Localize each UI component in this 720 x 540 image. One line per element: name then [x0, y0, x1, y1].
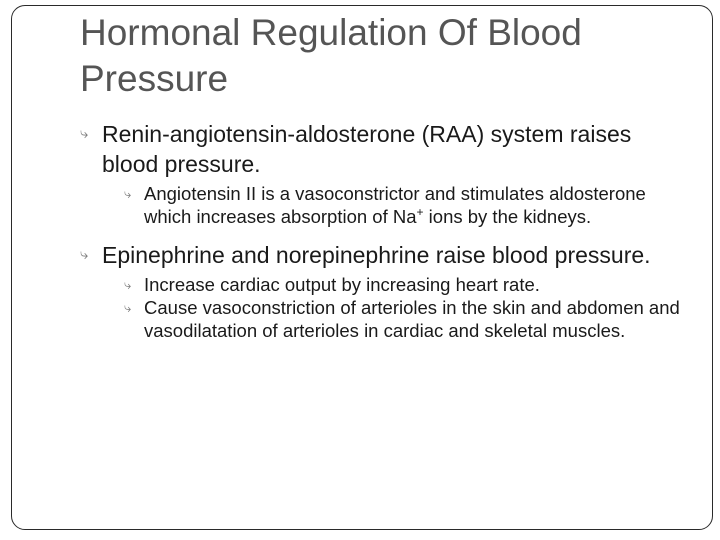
sub-bullet-text: Increase cardiac output by increasing heart rate.: [144, 274, 540, 295]
sub-bullet-item-cardiac-output: [124, 273, 680, 296]
curved-arrow-bullet-icon: ⤷: [124, 300, 132, 315]
sub-bullet-item-angiotensin: [124, 182, 680, 228]
sub-bullet-text-end: ions by the kidneys.: [423, 206, 592, 227]
bullet-item-epinephrine: [80, 240, 680, 342]
sub-bullet-text: Cause vasoconstriction of arterioles in the skin and abdomen and vasodilatation of arterioles in cardiac and skeletal muscles.: [144, 297, 680, 341]
superscript-plus: +: [416, 204, 424, 219]
sub-bullet-list: [102, 182, 680, 228]
sub-bullet-list: [102, 273, 680, 342]
curved-arrow-bullet-icon: ⤷: [80, 246, 89, 263]
bullet-item-raa: [80, 119, 680, 228]
bullet-text: Epinephrine and norepinephrine raise blood pressure.: [102, 242, 651, 268]
sub-bullet-text: Angiotensin II is a vasoconstrictor and stimulates aldosterone which increases absorption of Na: [144, 183, 646, 227]
bullet-text: Renin-angiotensin-aldosterone (RAA) system raises blood pressure.: [102, 121, 632, 177]
slide-title: Hormonal Regulation Of Blood Pressure: [80, 12, 582, 99]
curved-arrow-bullet-icon: ⤷: [124, 277, 132, 292]
sub-bullet-item-vasoconstriction: [124, 296, 680, 342]
curved-arrow-bullet-icon: ⤷: [124, 186, 132, 201]
bullet-list: [80, 119, 680, 346]
curved-arrow-bullet-icon: ⤷: [80, 125, 89, 142]
